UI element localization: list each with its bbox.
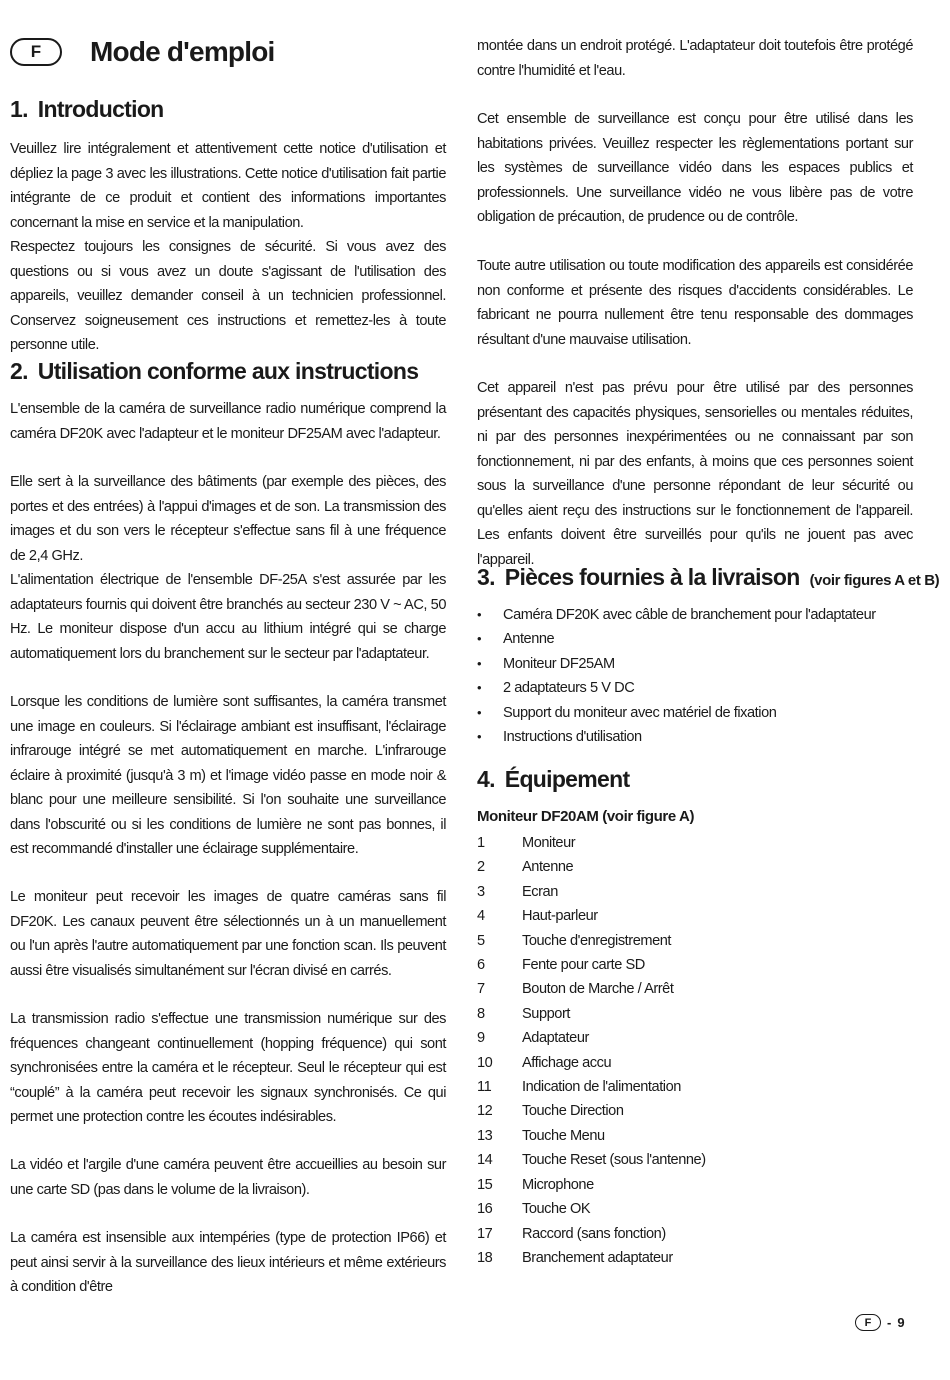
usage-paragraph-1: L'ensemble de la caméra de surveillance radio numérique comprend la caméra DF20K avec l'adapteur et le moniteur DF25AM avec l'adapteur.: [10, 401, 446, 442]
list-item: 5 Touche d'enregistrement: [477, 932, 672, 949]
list-item: 11 Indication de l'alimentation: [477, 1079, 681, 1096]
footer-language-badge: F: [855, 1314, 881, 1331]
list-item: • Moniteur DF25AM: [477, 652, 913, 676]
list-item: 6 Fente pour carte SD: [477, 957, 645, 974]
list-item: 3 Ecran: [477, 883, 558, 900]
usage-paragraph-5: Le moniteur peut recevoir les images de quatre caméras sans fil DF20K. Les canaux peuvent être sélectionnés un à un manuellement ou l'un après l'autre automatiquement par une fonction scan. Ils peuvent aussi être visualisés simultanément sur l'écran divisé en carrés.: [10, 889, 446, 979]
list-item: 12 Touche Direction: [477, 1103, 624, 1120]
usage-paragraph-7: La vidéo et l'argile d'une caméra peuvent être accueillies au besoin sur une carte SD (pas dans le volume de la livraison).: [10, 1157, 446, 1198]
usage-paragraph-9: Cet ensemble de surveillance est conçu pour être utilisé dans les habitations privées. Veuillez respecter les règlementations portant sur les systèmes de surveillance vidéo dans les espaces publics et professionnels. Une surveillance vidéo ne vous libère pas de votre obligation de précaution, de prudence ou de contrôle.: [477, 111, 913, 225]
list-item: 2 Antenne: [477, 859, 574, 876]
list-item: 7 Bouton de Marche / Arrêt: [477, 981, 674, 998]
section-number: 4.: [477, 766, 495, 792]
list-item: • Antenne: [477, 627, 913, 651]
list-item: 17 Raccord (sans fonction): [477, 1225, 666, 1242]
section-number: 1.: [10, 96, 28, 122]
page-number: 9: [897, 1315, 905, 1330]
bullet-icon: •: [477, 729, 482, 745]
usage-paragraph-6: La transmission radio s'effectue une transmission numérique sur des fréquences changeant continuellement (hopping fréquence) qui sont synchronisées entre la caméra et le récepteur. Seul le récepteur qui est “couplé” à la caméra peut recevoir les signaux synchronisés. Ce qui permet une protection contre les écoutes indésirables.: [10, 1011, 446, 1125]
page-header: [10, 36, 274, 68]
list-item: • Support du moniteur avec matériel de fixation: [477, 701, 913, 725]
intro-paragraph-1: Veuillez lire intégralement et attentivement cette notice d'utilisation et dépliez la page 3 avec les illustrations. Cette notice d'utilisation fait partie intégrante de ce produit et contient des informations importantes concernant la mise en service et la manipulation.: [10, 141, 446, 231]
list-item: 8 Support: [477, 1005, 570, 1022]
bullet-icon: •: [477, 655, 482, 671]
section-title: Équipement: [504, 766, 630, 792]
section-title: Utilisation conforme aux instructions: [37, 358, 419, 384]
list-item: 10 Affichage accu: [477, 1054, 612, 1071]
list-item: • 2 adaptateurs 5 V DC: [477, 676, 913, 700]
language-badge: F: [10, 38, 62, 66]
section-3-heading: [477, 564, 939, 591]
usage-paragraph-8: La caméra est insensible aux intempéries (type de protection IP66) et peut ainsi servir à la surveillance des lieux intérieurs et même extérieurs à condition d'être: [10, 1230, 446, 1295]
bullet-icon: •: [477, 607, 482, 622]
section-title: Introduction: [37, 96, 164, 122]
list-item: 16 Touche OK: [477, 1201, 591, 1218]
list-item: 9 Adaptateur: [477, 1030, 589, 1047]
section-number: 2.: [10, 358, 28, 384]
usage-paragraph-11: Cet appareil n'est pas prévu pour être utilisé par des personnes présentant des capacités physiques, sensorielles ou mentales réduites, ni par des personnes inexpérimentées ou ne connaissant par son fonctionnement, ni par des enfants, à moins que ces personnes soient sous la surveillance d'une personne répondant de leur sécurité ou qu'elles aient reçu des instructions sur le fonctionnement de l'appareil. Les enfants doivent être surveillés pour qu'ils ne jouent pas avec l'appareil.: [477, 380, 913, 568]
bullet-icon: •: [477, 680, 482, 696]
section-title: Pièces fournies à la livraison: [504, 564, 800, 590]
list-item: 4 Haut-parleur: [477, 908, 598, 925]
footer-separator: -: [887, 1315, 892, 1330]
usage-paragraph-4: Lorsque les conditions de lumière sont suffisantes, la caméra transmet une image en couleurs. Si l'éclairage ambiant est insuffisant, l'éclairage infrarouge intégré se met automatiquement en marche. L'infrarouge éclaire à proximité (jusqu'à 3 m) et l'image vidéo passe en mode noir & blanc pour une meilleure sensibilité. Si l'on souhaite une surveillance dans l'obscurité ou si les conditions de lumière ne sont pas bonnes, il est recommandé d'installer une éclairage supplémentaire.: [10, 694, 446, 857]
list-item: • Instructions d'utilisation: [477, 725, 913, 749]
delivery-list: [477, 603, 913, 749]
usage-paragraph-3: L'alimentation électrique de l'ensemble DF-25A s'est assurée par les adaptateurs fournis qui doivent être branchés au secteur 230 V ~ AC, 50 Hz. Le moniteur dispose d'un accu au lithium intégré qui se charge automatiquement lors du branchement sur le secteur par l'adaptateur.: [10, 572, 446, 662]
list-item: 1 Moniteur: [477, 835, 576, 851]
section-1-heading: [10, 96, 164, 123]
list-item: 14 Touche Reset (sous l'antenne): [477, 1152, 706, 1169]
section-2-heading: [10, 358, 418, 385]
intro-paragraph-2: Respectez toujours les consignes de sécurité. Si vous avez des questions ou si vous avez un doute s'agissant de l'utilisation des appareils, veuillez demander conseil à un technicien professionnel. Conservez soigneusement ces instructions et remettez-les à toute personne utile.: [10, 239, 446, 353]
list-item: • Caméra DF20K avec câble de branchement pour l'adaptateur: [477, 603, 913, 627]
usage-paragraph-8-continued: montée dans un endroit protégé. L'adaptateur doit toutefois être protégé contre l'humidité et l'eau.: [477, 38, 913, 79]
section-4-heading: [477, 766, 629, 793]
usage-paragraph-10: Toute autre utilisation ou toute modification des appareils est considérée non conforme et présente des risques d'accidents considérables. Le fabricant ne pourra nullement être tenu responsable des dommages résultant d'une mauvaise utilisation.: [477, 258, 913, 348]
list-item: 18 Branchement adaptateur: [477, 1249, 673, 1266]
list-item: 15 Microphone: [477, 1176, 594, 1193]
section-number: 3.: [477, 564, 495, 590]
parts-list: [477, 831, 913, 1270]
page-footer: [855, 1314, 905, 1331]
monitor-subtitle: Moniteur DF20AM (voir figure A): [477, 808, 695, 825]
section-figure-note: (voir figures A et B): [809, 572, 940, 589]
usage-paragraph-2: Elle sert à la surveillance des bâtiments (par exemple des pièces, des portes et des entrées) à l'appui d'images et de son. La transmission des images et du son vers le récepteur s'effectue sans fil à une fréquence de 2,4 GHz.: [10, 474, 446, 564]
document-title: Mode d'emploi: [90, 36, 275, 67]
bullet-icon: •: [477, 631, 482, 647]
list-item: 13 Touche Menu: [477, 1127, 605, 1144]
bullet-icon: •: [477, 704, 482, 720]
